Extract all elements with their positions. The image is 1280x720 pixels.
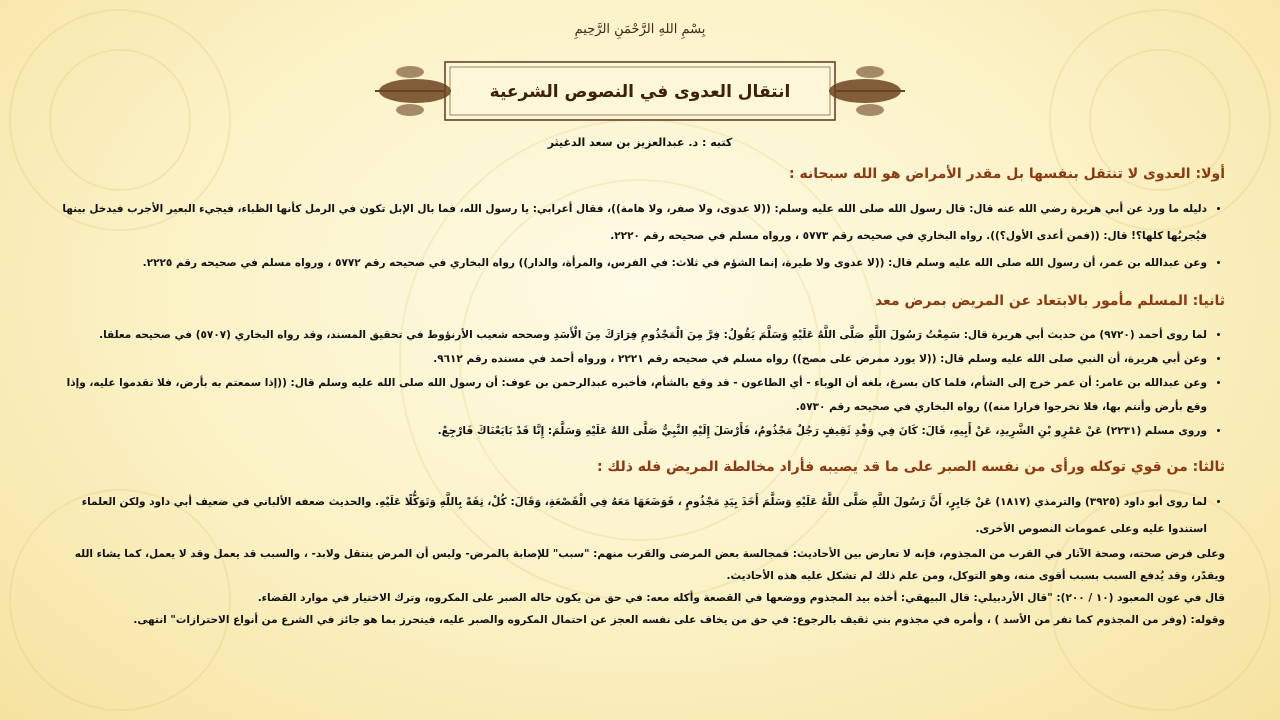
list-item: • وعن عبدالله بن عامر: أن عمر خرج إلى الشأم، فلما كان بسرغ، بلغه أن الوباء - أي الطاعون - قد وقع بالشأم، فأخبره عبدالرحمن بن عوف: أن رسول الله صلى الله عليه وسلم قال: ((إذا سمعتم به بأرض، فلا تقدموا عليه، وإذا وقع بأرض وأنتم بها، فلا تخرجوا فرارا منه)) رواه البخاري في صحيحه رقم ٥٧٣٠. bbox=[50, 371, 1207, 419]
list-item: • وروى مسلم (٢٢٣١) عَنْ عَمْرِو بْنِ الشَّرِيدِ، عَنْ أَبِيهِ، قَالَ: كَانَ فِي وَفْدِ ثَقِيفٍ رَجُلٌ مَجْذُومٌ، فَأَرْسَلَ إِلَيْهِ النَّبِيُّ صَلَّى اللهُ عَلَيْهِ وَسَلَّمَ: إِنَّا قَدْ بَايَعْنَاكَ فَارْجِعْ. bbox=[50, 419, 1207, 443]
list-item: • لما روى أحمد (٩٧٢٠) من حديث أبي هريرة قال: سَمِعْتُ رَسُولَ اللَّهِ صَلَّى اللَّهُ عَلَيْهِ وَسَلَّمَ يَقُولُ: فِرَّ مِنَ الْمَجْذُومِ فِرَارَكَ مِنَ الْأَسَدِ وصححه شعيب الأرنؤوط في تحقيق المسند، وقد رواه البخاري (٥٧٠٧) في صحيحه معلقا. bbox=[50, 323, 1207, 347]
section-heading-3: ثالثا: من قوي توكله ورأى من نفسه الصبر على ما قد يصيبه فأراد مخالطة المريض فله ذلك : bbox=[596, 459, 1225, 475]
content-body bbox=[50, 158, 1225, 631]
list-item: • دليله ما ورد عن أبي هريرة رضي الله عنه قال: قال رسول الله صلى الله عليه وسلم: ((لا عدوى، ولا صفر، ولا هامة))، فقال أعرابي: يا رسول الله، فما بال الإبل تكون في الرمل كأنها الظباء، فيجيء البعير الأجرب فيدخل بينها فيُجربُها كلها؟! قال: ((فمن أعدى الأول؟)). رواه البخاري في صحيحه رقم ٥٧٧٣ ، ورواه مسلم في صحيحه رقم ٢٢٢٠. bbox=[50, 196, 1207, 250]
paragraph: وقوله: (وفر من المجذوم كما تفر من الأسد ) ، وأمره في مجذوم بني ثقيف بالرجوع: في حق من يخاف على نفسه العجز عن احتمال المكروه والصبر عليه، فيتحرز بما هو جائز في الشرع من أنواع الاحترازات" انتهى. bbox=[133, 614, 1225, 626]
section-3-list bbox=[50, 489, 1225, 543]
basmala: بِسْمِ اللهِ الرَّحْمَنِ الرَّحِيمِ bbox=[574, 22, 706, 37]
author-line: كتبه : د. عبدالعزيز بن سعد الدغيثر bbox=[547, 136, 733, 149]
section-heading-2: ثانيا: المسلم مأمور بالابتعاد عن المريض بمرض معد bbox=[874, 293, 1225, 309]
section-1-list bbox=[50, 196, 1225, 277]
paragraph: وعلى فرض صحته، وصحة الآثار في القرب من المجذوم، فإنه لا تعارض بين الأحاديث: فمجالسة بعض المرضى والقرب منهم: "سبب" للإصابة بالمرض- وليس أن المرض ينتقل ولابد- ، والسبب قد يعمل وقد لا يعمل، كما يشاء الله ويقدّر، وقد يُدفع السبب بسبب أقوى منه، وهو التوكل، ومن علم ذلك لم تشكل عليه هذه الأحاديث. bbox=[74, 548, 1225, 582]
section-heading-1: أولا: العدوى لا تنتقل بنفسها بل مقدر الأمراض هو الله سبحانه : bbox=[789, 166, 1225, 182]
page-title: انتقال العدوى في النصوص الشرعية bbox=[489, 82, 791, 102]
section-2-list bbox=[50, 323, 1225, 443]
list-item: • وعن عبدالله بن عمر، أن رسول الله صلى الله عليه وسلم قال: ((لا عدوى ولا طيرة، إنما الشؤم في ثلاث: في الفرس، والمرأة، والدار)) رواه البخاري في صحيحه رقم ٥٧٧٢ ، ورواه مسلم في صحيحه رقم ٢٢٢٥. bbox=[50, 250, 1207, 277]
paragraph: قال في عون المعبود (١٠ / ٢٠٠): "قال الأردبيلي: قال البيهقي: أخذه بيد المجذوم ووضعها في القصعة وأكله معه: في حق من يكون حاله الصبر على المكروه، وترك الاختيار في موارد القضاء. bbox=[257, 592, 1225, 604]
list-item: • لما روى أبو داود (٣٩٢٥) والترمذي (١٨١٧) عَنْ جَابِرٍ، أَنَّ رَسُولَ اللَّهِ صَلَّى اللَّهُ عَلَيْهِ وَسَلَّمَ أَخَذَ بِيَدِ مَجْذُومٍ ، فَوَضَعَهَا مَعَهُ فِي الْقَصْعَةِ، وَقَالَ: كُلْ، ثِقَةً بِاللَّهِ وَتَوَكُّلًا عَلَيْهِ. والحديث ضعفه الألباني في ضعيف أبي داود ولكن العلماء استندوا عليه وعلى عمومات النصوص الأخرى. bbox=[50, 489, 1207, 543]
list-item: • وعن أبي هريرة، أن النبي صلى الله عليه وسلم قال: ((لا يورد ممرض على مصح)) رواه مسلم في صحيحه رقم ٢٢٢١ ، ورواه أحمد في مسنده رقم ٩٦١٢. bbox=[50, 347, 1207, 371]
